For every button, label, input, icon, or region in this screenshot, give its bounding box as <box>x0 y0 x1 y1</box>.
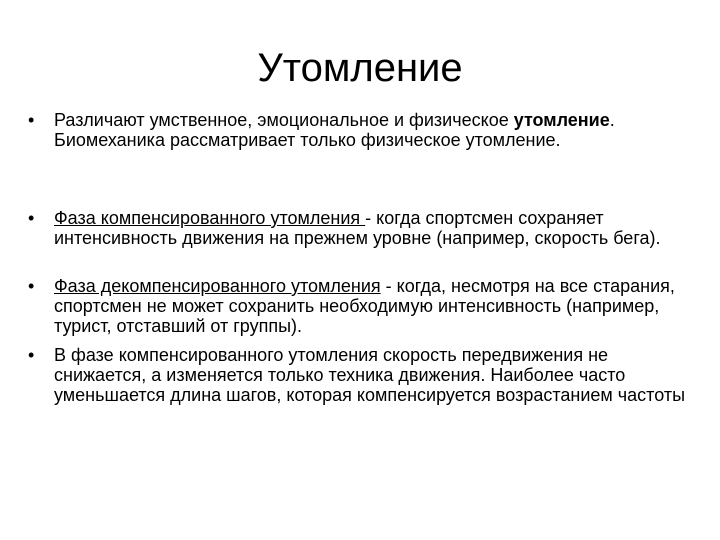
underlined-term: Фаза декомпенсированного утомления <box>54 276 381 296</box>
bullet-text-part: - когда, несмотря на все старания, спортсмен не может сохранить необходимую интенсивность (например, турист, отставший от группы). <box>54 276 675 336</box>
slide-title: Утомление <box>257 46 463 90</box>
bullet-text-part: Различают умственное, эмоциональное и физическое <box>54 110 514 130</box>
bullet-text <box>54 208 700 248</box>
bullet-item-1 <box>28 110 700 150</box>
bullet-icon: • <box>28 208 35 228</box>
bullet-text <box>54 110 700 150</box>
bullet-icon: • <box>28 276 35 296</box>
bullet-item-3 <box>28 276 700 336</box>
bullet-text <box>54 276 700 336</box>
bullet-text: В фазе компенсированного утомления скорость передвижения не снижается, а изменяется только техника движения. Наиболее часто уменьшается длина шагов, которая компенсируется возрастанием частоты <box>54 345 686 405</box>
underlined-term: Фаза компенсированного утомления <box>54 208 366 228</box>
bullet-text-part: - когда спортсмен сохраняет интенсивность движения на прежнем уровне (например, скорость бега). <box>54 208 661 248</box>
bullet-icon: • <box>28 345 35 365</box>
bullet-item-2 <box>28 208 700 248</box>
bullet-text-part: . Биомеханика рассматривает только физическое утомление. <box>54 110 615 150</box>
bullet-item-4 <box>28 345 700 405</box>
bold-term: утомление <box>513 110 610 130</box>
bullet-icon: • <box>28 110 35 130</box>
